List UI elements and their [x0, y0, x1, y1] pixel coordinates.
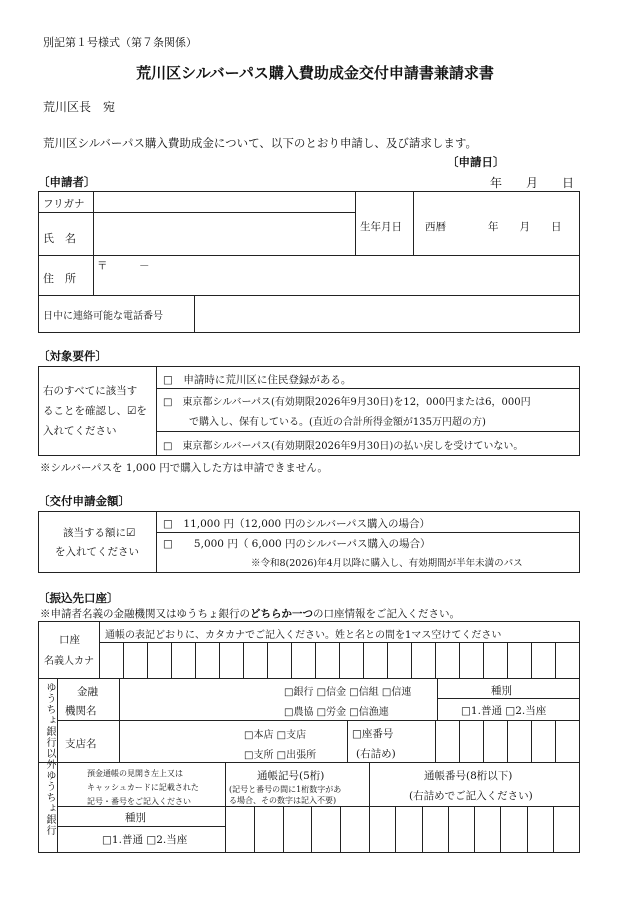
yucho-type-checkboxes[interactable]: □1.普通 □2.当座	[102, 834, 188, 846]
institution-label-2: 機関名	[65, 705, 97, 717]
bank-note	[40, 606, 460, 621]
yucho-type-label: 種別	[125, 812, 146, 824]
non-yucho-label: ゆうちょ銀行以外	[44, 682, 55, 770]
amount-section-title: 〔交付申請金額〕	[38, 494, 130, 508]
page-title: 荒川区シルバーパス購入費助成金交付申請書兼請求書	[136, 64, 494, 82]
addressee: 荒川区長 宛	[43, 100, 116, 114]
holder-label-1: 口座	[59, 634, 80, 646]
cell-divider	[254, 806, 255, 852]
amount-instruction-2: を入れてください	[55, 546, 139, 558]
bank-section-title: 〔振込先口座〕	[38, 591, 119, 605]
requirement-purchase-note: で購入し、保有している。(直近の合計所得金額が135万円超の方)	[189, 417, 486, 428]
cell-divider	[315, 642, 316, 678]
cell-divider	[363, 642, 364, 678]
branch-name-field[interactable]	[121, 722, 241, 760]
cell-divider	[291, 642, 292, 678]
amount-5000-note: ※令和8(2026)年4月以降に購入し、有効期間が半年未満のパス	[251, 558, 523, 569]
cell-divider	[483, 720, 484, 762]
cell-divider	[474, 806, 475, 852]
holder-instruction: 通帳の表記どおりに、カタカナでご記入ください。姓と名との間を1マス空けてください	[105, 630, 502, 641]
cell-divider	[267, 642, 268, 678]
cell-divider	[339, 642, 340, 678]
branch-type-checkboxes-2[interactable]: □支所 □出張所	[244, 750, 317, 761]
intro-text: 荒川区シルバーパス購入費助成金について、以下のとおり申請し、及び請求します。	[43, 136, 477, 150]
cell-divider	[555, 642, 556, 678]
cell-divider	[422, 806, 423, 852]
account-type-label: 種別	[491, 685, 512, 697]
requirement-refund-checkbox[interactable]: □ 東京都シルバーパス(有効期限2026年9月30日)の払い戻しを受けていない。	[163, 441, 524, 452]
cell-divider	[555, 720, 556, 762]
passbook-number-note: (右詰めでご記入ください)	[409, 790, 533, 802]
name-label: 氏 名	[43, 232, 76, 245]
yucho-label: ゆうちょ銀行	[44, 770, 55, 836]
cell-divider	[411, 642, 412, 678]
cell-divider	[340, 806, 341, 852]
institution-type-checkboxes-1[interactable]: □銀行 □信金 □信組 □信連	[284, 687, 412, 698]
phone-label: 日中に連絡可能な電話番号	[43, 311, 163, 322]
cell-divider	[243, 642, 244, 678]
yucho-instruction-1: 預金通帳の見開き左上又は	[87, 769, 183, 778]
application-date-value[interactable]: 年 月 日	[490, 176, 575, 190]
requirements-instruction-3: 入れてください	[43, 425, 117, 437]
requirements-section-title: 〔対象要件〕	[38, 349, 107, 363]
cell-divider	[195, 642, 196, 678]
cell-divider	[219, 642, 220, 678]
passbook-number-label: 通帳番号(8桁以下)	[424, 770, 513, 782]
holder-label-2: 名義人カナ	[44, 656, 94, 667]
cell-divider	[311, 806, 312, 852]
cell-divider	[171, 642, 172, 678]
cell-divider	[459, 720, 460, 762]
birth-date-field[interactable]: 西暦 年 月 日	[425, 221, 562, 233]
amount-table	[38, 511, 580, 573]
cell-divider	[448, 806, 449, 852]
cell-divider	[435, 642, 436, 678]
account-number-label-2: (右詰め)	[356, 748, 396, 760]
requirements-note: ※シルバーパスを 1,000 円で購入した方は申請できません。	[40, 462, 328, 474]
cell-divider	[387, 642, 388, 678]
birth-date-label: 生年月日	[360, 221, 402, 233]
requirement-purchase-checkbox[interactable]: □ 東京都シルバーパス(有効期限2026年9月30日)を12，000円または6，000円	[163, 397, 531, 408]
institution-label-1: 金融	[77, 686, 98, 698]
passbook-symbol-note-2: る場合、その数字は記入不要)	[229, 796, 337, 805]
applicant-section-title: 〔申請者〕	[38, 175, 96, 189]
phone-field[interactable]	[196, 297, 578, 330]
institution-type-checkboxes-2[interactable]: □農協 □労金 □信漁連	[284, 707, 389, 718]
requirements-table	[38, 366, 580, 456]
form-id: 別記第１号様式（第７条関係）	[43, 36, 197, 49]
cell-divider	[531, 720, 532, 762]
requirements-instruction-2: ることを確認し、☑を	[43, 405, 147, 417]
name-field[interactable]	[95, 214, 353, 254]
branch-type-checkboxes-1[interactable]: □本店 □支店	[244, 730, 307, 741]
amount-instruction-1: 該当する額に☑	[63, 527, 136, 539]
cell-divider	[459, 642, 460, 678]
cell-divider	[147, 642, 148, 678]
address-field[interactable]: 〒 －	[97, 260, 150, 272]
furigana-label: フリガナ	[43, 198, 85, 210]
cell-divider	[123, 642, 124, 678]
institution-name-field[interactable]	[121, 680, 271, 718]
cell-divider	[435, 720, 436, 762]
account-type-checkboxes[interactable]: □1.普通 □2.当座	[461, 705, 547, 717]
application-date-label: 〔申請日〕	[447, 155, 505, 169]
cell-divider	[507, 720, 508, 762]
cell-divider	[531, 642, 532, 678]
cell-divider	[527, 806, 528, 852]
passbook-symbol-note-1: (記号と番号の間に1桁数字があ	[229, 785, 342, 794]
requirements-instruction-1: 右のすべてに該当す	[43, 385, 138, 397]
requirement-residency-checkbox[interactable]: □ 申請時に荒川区に住民登録がある。	[163, 374, 352, 386]
yucho-instruction-3: 記号・番号をご記入ください	[87, 797, 191, 806]
passbook-symbol-label: 通帳記号(5桁)	[257, 770, 325, 782]
amount-5000-checkbox[interactable]: □ 5,000 円（ 6,000 円のシルバーパス購入の場合）	[163, 538, 431, 550]
bank-note-emphasis: どちらか一つ	[250, 608, 313, 620]
cell-divider	[283, 806, 284, 852]
address-label: 住 所	[43, 272, 76, 285]
cell-divider	[507, 642, 508, 678]
cell-divider	[553, 806, 554, 852]
bank-note-post: の口座情報をご記入ください。	[313, 608, 460, 620]
applicant-table	[38, 191, 580, 333]
branch-label: 支店名	[65, 738, 97, 750]
amount-11000-checkbox[interactable]: □ 11,000 円（12,000 円のシルバーパス購入の場合）	[163, 518, 431, 530]
cell-divider	[395, 806, 396, 852]
yucho-instruction-2: キャッシュカードに記載された	[87, 783, 199, 792]
account-number-label-1: □座番号	[352, 728, 394, 740]
furigana-field[interactable]	[95, 193, 353, 211]
bank-note-pre: ※申請者名義の金融機関又はゆうちょ銀行の	[40, 608, 250, 620]
cell-divider	[483, 642, 484, 678]
bank-table	[38, 621, 580, 853]
cell-divider	[500, 806, 501, 852]
